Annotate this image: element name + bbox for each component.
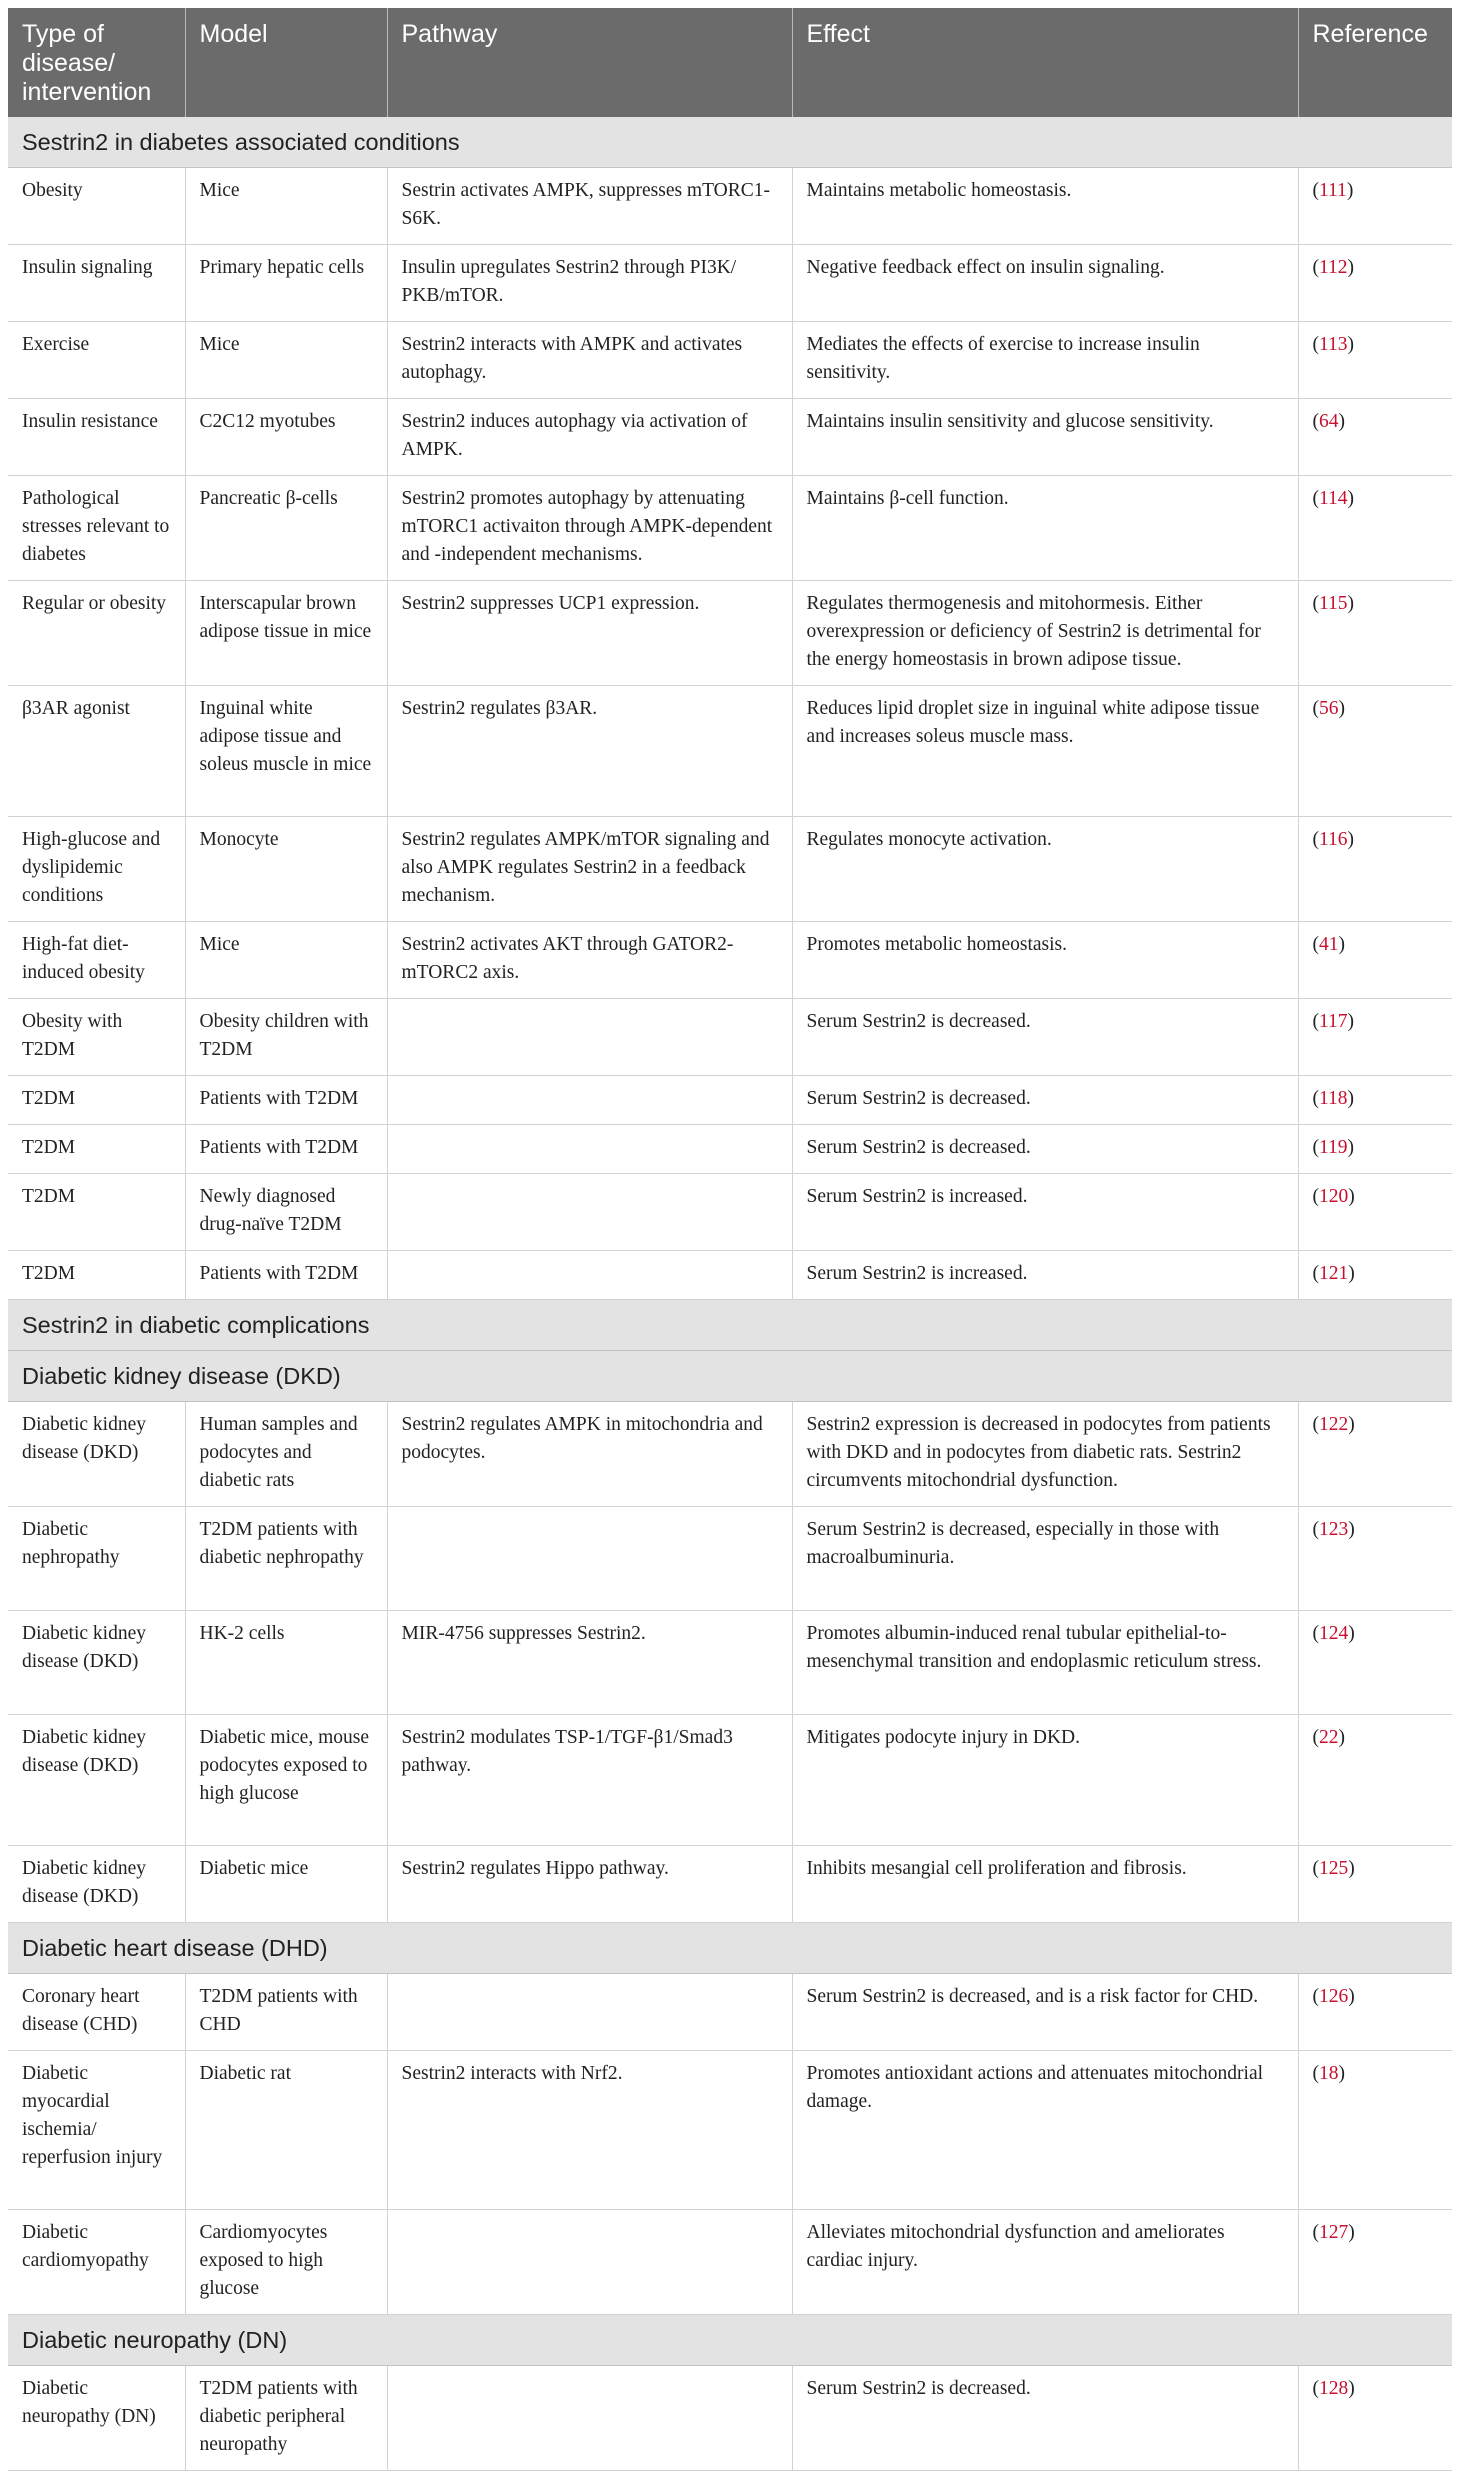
reference-paren-open: ( (1312, 829, 1319, 850)
reference-paren-open: ( (1312, 180, 1319, 201)
cell-reference (1298, 322, 1452, 399)
cell-type: Exercise (8, 322, 185, 399)
cell-model: Inguinal white adipose tissue and soleus muscle in mice (185, 686, 387, 817)
reference-paren-open: ( (1312, 488, 1319, 509)
table-row (8, 1174, 1452, 1251)
cell-reference (1298, 245, 1452, 322)
table-row (8, 1715, 1452, 1846)
reference-paren-open: ( (1312, 2222, 1319, 2243)
reference-paren-open: ( (1312, 1727, 1319, 1748)
reference-link[interactable]: 127 (1319, 2222, 1349, 2243)
table-row (8, 1076, 1452, 1125)
reference-paren-open: ( (1312, 1858, 1319, 1879)
cell-model: Patients with T2DM (185, 1251, 387, 1300)
cell-reference (1298, 399, 1452, 476)
reference-paren-open: ( (1312, 1414, 1319, 1435)
cell-reference (1298, 1611, 1452, 1715)
cell-reference (1298, 1974, 1452, 2051)
cell-reference (1298, 817, 1452, 922)
cell-type: T2DM (8, 1125, 185, 1174)
cell-type: Regular or obesity (8, 581, 185, 686)
section-row (8, 117, 1452, 168)
cell-effect: Maintains β-cell function. (792, 476, 1298, 581)
cell-model: Diabetic rat (185, 2051, 387, 2210)
cell-pathway (387, 1076, 792, 1125)
table-row (8, 2051, 1452, 2210)
cell-effect: Mitigates podocyte injury in DKD. (792, 1715, 1298, 1846)
reference-link[interactable]: 118 (1319, 1088, 1348, 1109)
reference-paren-close: ) (1348, 1519, 1355, 1540)
cell-pathway (387, 1251, 792, 1300)
cell-type: Diabetic kidney disease (DKD) (8, 1846, 185, 1923)
reference-link[interactable]: 119 (1319, 1137, 1348, 1158)
cell-reference (1298, 686, 1452, 817)
reference-paren-open: ( (1312, 698, 1319, 719)
cell-effect: Sestrin2 expression is decreased in podocytes from patients with DKD and in podocytes from diabetic rats. Sestrin2 circumvents mitochondrial dysfunction. (792, 1402, 1298, 1507)
cell-effect: Mediates the effects of exercise to increase insulin sensitivity. (792, 322, 1298, 399)
reference-paren-open: ( (1312, 1186, 1319, 1207)
cell-effect: Alleviates mitochondrial dysfunction and ameliorates cardiac injury. (792, 2210, 1298, 2315)
cell-effect: Maintains metabolic homeostasis. (792, 168, 1298, 245)
reference-paren-close: ) (1338, 2063, 1345, 2084)
cell-effect: Serum Sestrin2 is decreased, especially in those with macroalbuminuria. (792, 1507, 1298, 1611)
section-row (8, 1300, 1452, 1351)
cell-pathway: MIR-4756 suppresses Sestrin2. (387, 1611, 792, 1715)
cell-type: Diabetic nephropathy (8, 1507, 185, 1611)
cell-model: T2DM patients with diabetic peripheral neuropathy (185, 2366, 387, 2471)
table-row (8, 168, 1452, 245)
cell-reference (1298, 1507, 1452, 1611)
header-model: Model (185, 8, 387, 117)
section-row (8, 1923, 1452, 1974)
cell-type: Diabetic kidney disease (DKD) (8, 1715, 185, 1846)
table-row (8, 1611, 1452, 1715)
reference-paren-close: ) (1347, 593, 1355, 614)
reference-paren-close: ) (1338, 1727, 1345, 1748)
cell-pathway (387, 1507, 792, 1611)
reference-paren-open: ( (1312, 257, 1319, 278)
cell-model: Patients with T2DM (185, 1125, 387, 1174)
table-row (8, 1974, 1452, 2051)
table-row (8, 2210, 1452, 2315)
cell-type: Diabetic kidney disease (DKD) (8, 1611, 185, 1715)
reference-paren-close: ) (1348, 1414, 1355, 1435)
table-row (8, 245, 1452, 322)
table-row (8, 581, 1452, 686)
cell-effect: Serum Sestrin2 is decreased. (792, 2366, 1298, 2471)
cell-type: High-glucose and dyslipidemic conditions (8, 817, 185, 922)
reference-paren-close: ) (1348, 1623, 1355, 1644)
cell-model: Diabetic mice (185, 1846, 387, 1923)
cell-reference (1298, 581, 1452, 686)
sestrin2-table (8, 8, 1452, 2471)
cell-type: Insulin signaling (8, 245, 185, 322)
reference-paren-open: ( (1312, 334, 1319, 355)
cell-pathway (387, 2210, 792, 2315)
reference-paren-open: ( (1312, 1986, 1319, 2007)
cell-pathway: Sestrin2 regulates AMPK in mitochondria and podocytes. (387, 1402, 792, 1507)
cell-reference (1298, 476, 1452, 581)
table-body (8, 117, 1452, 2471)
reference-link[interactable]: 22 (1319, 1727, 1339, 1748)
cell-reference (1298, 168, 1452, 245)
cell-pathway (387, 1974, 792, 2051)
cell-model: Mice (185, 168, 387, 245)
cell-model: Human samples and podocytes and diabetic rats (185, 1402, 387, 1507)
cell-effect: Serum Sestrin2 is decreased, and is a risk factor for CHD. (792, 1974, 1298, 2051)
table-row (8, 399, 1452, 476)
reference-link[interactable]: 121 (1319, 1263, 1349, 1284)
reference-link[interactable]: 113 (1319, 334, 1348, 355)
reference-link[interactable]: 125 (1319, 1858, 1349, 1879)
cell-effect: Serum Sestrin2 is decreased. (792, 1076, 1298, 1125)
cell-pathway: Sestrin2 regulates Hippo pathway. (387, 1846, 792, 1923)
cell-type: Coronary heart disease (CHD) (8, 1974, 185, 2051)
table-row (8, 1402, 1452, 1507)
reference-paren-open: ( (1312, 1011, 1319, 1032)
cell-effect: Serum Sestrin2 is decreased. (792, 1125, 1298, 1174)
reference-paren-open: ( (1312, 1519, 1319, 1540)
table-row (8, 476, 1452, 581)
cell-type: Diabetic cardiomyopathy (8, 2210, 185, 2315)
cell-type: Diabetic kidney disease (DKD) (8, 1402, 185, 1507)
cell-reference (1298, 2366, 1452, 2471)
cell-reference (1298, 1846, 1452, 1923)
header-type: Type of disease/ intervention (8, 8, 185, 117)
cell-pathway: Sestrin2 interacts with AMPK and activates autophagy. (387, 322, 792, 399)
cell-type: β3AR agonist (8, 686, 185, 817)
table-row (8, 1507, 1452, 1611)
section-title: Diabetic kidney disease (DKD) (8, 1351, 1452, 1402)
cell-type: T2DM (8, 1251, 185, 1300)
reference-link[interactable]: 41 (1319, 934, 1339, 955)
table-row (8, 999, 1452, 1076)
header-row (8, 8, 1452, 117)
table-row (8, 1846, 1452, 1923)
cell-model: HK-2 cells (185, 1611, 387, 1715)
reference-link[interactable]: 123 (1319, 1519, 1349, 1540)
cell-type: Insulin resistance (8, 399, 185, 476)
reference-paren-close: ) (1347, 1011, 1355, 1032)
cell-pathway: Sestrin2 activates AKT through GATOR2-mTORC2 axis. (387, 922, 792, 999)
reference-paren-close: ) (1348, 1986, 1355, 2007)
cell-model: T2DM patients with CHD (185, 1974, 387, 2051)
reference-link[interactable]: 117 (1319, 1011, 1348, 1032)
cell-effect: Serum Sestrin2 is increased. (792, 1251, 1298, 1300)
cell-model: Pancreatic β-cells (185, 476, 387, 581)
cell-pathway: Sestrin2 suppresses UCP1 expression. (387, 581, 792, 686)
reference-link[interactable]: 122 (1319, 1414, 1349, 1435)
reference-paren-close: ) (1347, 1088, 1355, 1109)
table-container (8, 8, 1452, 2471)
table-row (8, 1251, 1452, 1300)
table-row (8, 322, 1452, 399)
table-row (8, 2366, 1452, 2471)
reference-paren-open: ( (1312, 411, 1319, 432)
reference-link[interactable]: 126 (1319, 1986, 1349, 2007)
table-row (8, 922, 1452, 999)
cell-type: T2DM (8, 1076, 185, 1125)
reference-paren-close: ) (1348, 1263, 1355, 1284)
reference-paren-close: ) (1348, 1186, 1355, 1207)
reference-paren-close: ) (1338, 411, 1345, 432)
table-row (8, 686, 1452, 817)
reference-paren-close: ) (1338, 934, 1345, 955)
cell-model: C2C12 myotubes (185, 399, 387, 476)
cell-pathway (387, 2366, 792, 2471)
cell-type: Pathological stresses relevant to diabetes (8, 476, 185, 581)
cell-pathway: Sestrin2 modulates TSP-1/TGF-β1/Smad3 pathway. (387, 1715, 792, 1846)
reference-paren-close: ) (1338, 698, 1345, 719)
cell-type: T2DM (8, 1174, 185, 1251)
section-title: Sestrin2 in diabetic complications (8, 1300, 1452, 1351)
cell-effect: Regulates monocyte activation. (792, 817, 1298, 922)
reference-paren-close: ) (1347, 488, 1355, 509)
reference-paren-open: ( (1312, 1088, 1319, 1109)
cell-type: Obesity with T2DM (8, 999, 185, 1076)
reference-link[interactable]: 111 (1319, 180, 1347, 201)
cell-model: Obesity children with T2DM (185, 999, 387, 1076)
header-reference: Reference (1298, 8, 1452, 117)
cell-pathway (387, 1174, 792, 1251)
reference-paren-open: ( (1312, 2063, 1319, 2084)
section-title: Diabetic heart disease (DHD) (8, 1923, 1452, 1974)
table-row (8, 817, 1452, 922)
reference-link[interactable]: 116 (1319, 829, 1348, 850)
reference-paren-close: ) (1346, 180, 1354, 201)
reference-paren-close: ) (1348, 1858, 1355, 1879)
reference-link[interactable]: 120 (1319, 1186, 1349, 1207)
section-row (8, 2315, 1452, 2366)
reference-paren-close: ) (1348, 2222, 1355, 2243)
reference-paren-close: ) (1347, 1137, 1355, 1158)
cell-model: Mice (185, 922, 387, 999)
reference-link[interactable]: 56 (1319, 698, 1339, 719)
cell-pathway: Sestrin2 interacts with Nrf2. (387, 2051, 792, 2210)
table-row (8, 1125, 1452, 1174)
cell-pathway: Sestrin2 promotes autophagy by attenuating mTORC1 activaiton through AMPK-dependent and -independent mechanisms. (387, 476, 792, 581)
cell-reference (1298, 1251, 1452, 1300)
cell-reference (1298, 1174, 1452, 1251)
cell-model: Diabetic mice, mouse podocytes exposed to high glucose (185, 1715, 387, 1846)
cell-effect: Promotes antioxidant actions and attenuates mitochondrial damage. (792, 2051, 1298, 2210)
cell-pathway: Sestrin2 induces autophagy via activation of AMPK. (387, 399, 792, 476)
cell-reference (1298, 2210, 1452, 2315)
cell-model: Interscapular brown adipose tissue in mice (185, 581, 387, 686)
reference-paren-close: ) (1347, 829, 1355, 850)
cell-effect: Reduces lipid droplet size in inguinal white adipose tissue and increases soleus muscle mass. (792, 686, 1298, 817)
cell-model: Monocyte (185, 817, 387, 922)
cell-model: Cardiomyocytes exposed to high glucose (185, 2210, 387, 2315)
cell-pathway: Sestrin2 regulates AMPK/mTOR signaling and also AMPK regulates Sestrin2 in a feedback mechanism. (387, 817, 792, 922)
reference-paren-open: ( (1312, 1263, 1319, 1284)
reference-paren-open: ( (1312, 593, 1319, 614)
cell-effect: Promotes albumin-induced renal tubular epithelial-to-mesenchymal transition and endoplasmic reticulum stress. (792, 1611, 1298, 1715)
reference-paren-close: ) (1347, 334, 1355, 355)
reference-paren-open: ( (1312, 2378, 1319, 2399)
cell-effect: Promotes metabolic homeostasis. (792, 922, 1298, 999)
reference-link[interactable]: 124 (1319, 1623, 1349, 1644)
reference-link[interactable]: 112 (1319, 257, 1348, 278)
cell-pathway (387, 999, 792, 1076)
cell-pathway: Insulin upregulates Sestrin2 through PI3K/ PKB/mTOR. (387, 245, 792, 322)
cell-pathway: Sestrin2 regulates β3AR. (387, 686, 792, 817)
cell-model: Primary hepatic cells (185, 245, 387, 322)
reference-link[interactable]: 114 (1319, 488, 1348, 509)
cell-reference (1298, 1402, 1452, 1507)
cell-reference (1298, 1076, 1452, 1125)
cell-effect: Serum Sestrin2 is decreased. (792, 999, 1298, 1076)
cell-effect: Maintains insulin sensitivity and glucose sensitivity. (792, 399, 1298, 476)
cell-pathway (387, 1125, 792, 1174)
reference-paren-close: ) (1348, 2378, 1355, 2399)
cell-model: Mice (185, 322, 387, 399)
header-effect: Effect (792, 8, 1298, 117)
cell-reference (1298, 922, 1452, 999)
cell-reference (1298, 2051, 1452, 2210)
reference-link[interactable]: 18 (1319, 2063, 1339, 2084)
reference-link[interactable]: 115 (1319, 593, 1348, 614)
reference-paren-close: ) (1347, 257, 1355, 278)
cell-effect: Regulates thermogenesis and mitohormesis. Either overexpression or deficiency of Sestrin2 is detrimental for the energy homeostasis in brown adipose tissue. (792, 581, 1298, 686)
cell-model: Newly diagnosed drug-naïve T2DM (185, 1174, 387, 1251)
reference-paren-open: ( (1312, 1623, 1319, 1644)
reference-paren-open: ( (1312, 1137, 1319, 1158)
cell-type: Obesity (8, 168, 185, 245)
cell-effect: Negative feedback effect on insulin signaling. (792, 245, 1298, 322)
cell-pathway: Sestrin activates AMPK, suppresses mTORC1-S6K. (387, 168, 792, 245)
section-row (8, 1351, 1452, 1402)
reference-paren-open: ( (1312, 934, 1319, 955)
cell-reference (1298, 1125, 1452, 1174)
cell-reference (1298, 1715, 1452, 1846)
section-title: Diabetic neuropathy (DN) (8, 2315, 1452, 2366)
cell-type: Diabetic neuropathy (DN) (8, 2366, 185, 2471)
cell-type: High-fat diet-induced obesity (8, 922, 185, 999)
cell-model: Patients with T2DM (185, 1076, 387, 1125)
cell-model: T2DM patients with diabetic nephropathy (185, 1507, 387, 1611)
cell-effect: Inhibits mesangial cell proliferation and fibrosis. (792, 1846, 1298, 1923)
reference-link[interactable]: 128 (1319, 2378, 1349, 2399)
reference-link[interactable]: 64 (1319, 411, 1339, 432)
section-title: Sestrin2 in diabetes associated conditions (8, 117, 1452, 168)
cell-type: Diabetic myocardial ischemia/ reperfusion injury (8, 2051, 185, 2210)
header-pathway: Pathway (387, 8, 792, 117)
cell-effect: Serum Sestrin2 is increased. (792, 1174, 1298, 1251)
cell-reference (1298, 999, 1452, 1076)
